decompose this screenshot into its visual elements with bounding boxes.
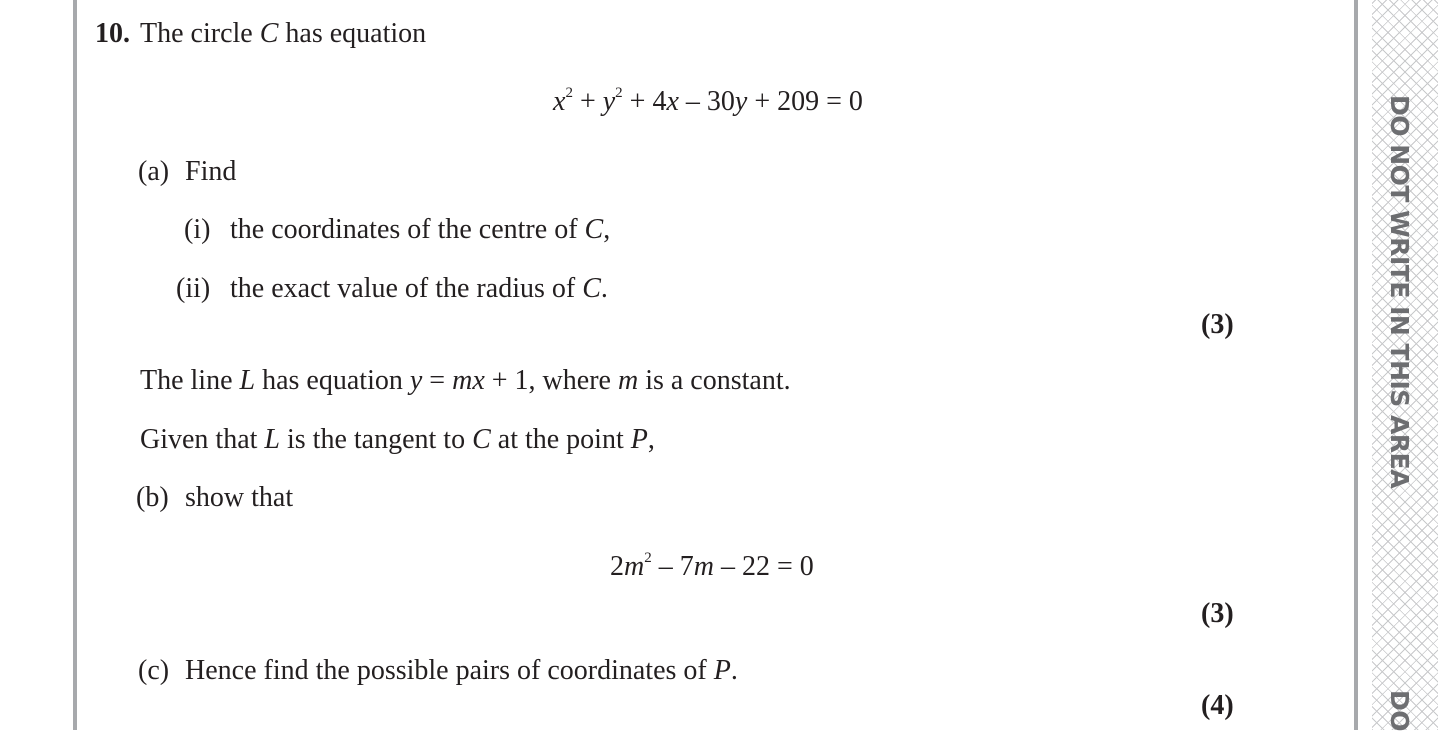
part-a-ii-text: the exact value of the radius of C. xyxy=(230,273,608,304)
part-b-equation: $2m^2 - 7m - 22 = 0$ xyxy=(610,550,814,582)
line-info-text: The line L has equation y = mx + 1, where m is a constant. xyxy=(140,365,791,396)
part-a-i-text: the coordinates of the centre of C, xyxy=(230,214,611,245)
part-a-marks: (3) xyxy=(1201,309,1234,340)
part-b-marks: (3) xyxy=(1201,598,1234,629)
part-c-text: Hence find the possible pairs of coordinates of P. xyxy=(185,655,738,686)
question-intro: The circle C has equation xyxy=(140,18,427,49)
given-text: Given that L is the tangent to C at the point P, xyxy=(140,424,655,455)
question-number: 10. xyxy=(95,18,130,49)
margin-warning-partial: DO xyxy=(1385,690,1414,731)
part-b-text: show that xyxy=(185,482,294,513)
part-a-ii-label: (ii) xyxy=(176,273,211,304)
circle-equation: $x^2 + y^2 + 4x - 30y + 209 = 0$ xyxy=(553,85,863,117)
part-a-label: (a) xyxy=(138,156,170,187)
part-a-text: Find xyxy=(185,156,237,187)
part-a-i-label: (i) xyxy=(184,214,211,245)
part-b-label: (b) xyxy=(136,482,169,513)
part-c-marks: (4) xyxy=(1201,690,1234,721)
left-margin-rule xyxy=(73,0,77,730)
part-c-label: (c) xyxy=(138,655,170,686)
margin-warning: DO NOT WRITE IN THIS AREA xyxy=(1385,95,1414,489)
right-margin-rule xyxy=(1354,0,1358,730)
